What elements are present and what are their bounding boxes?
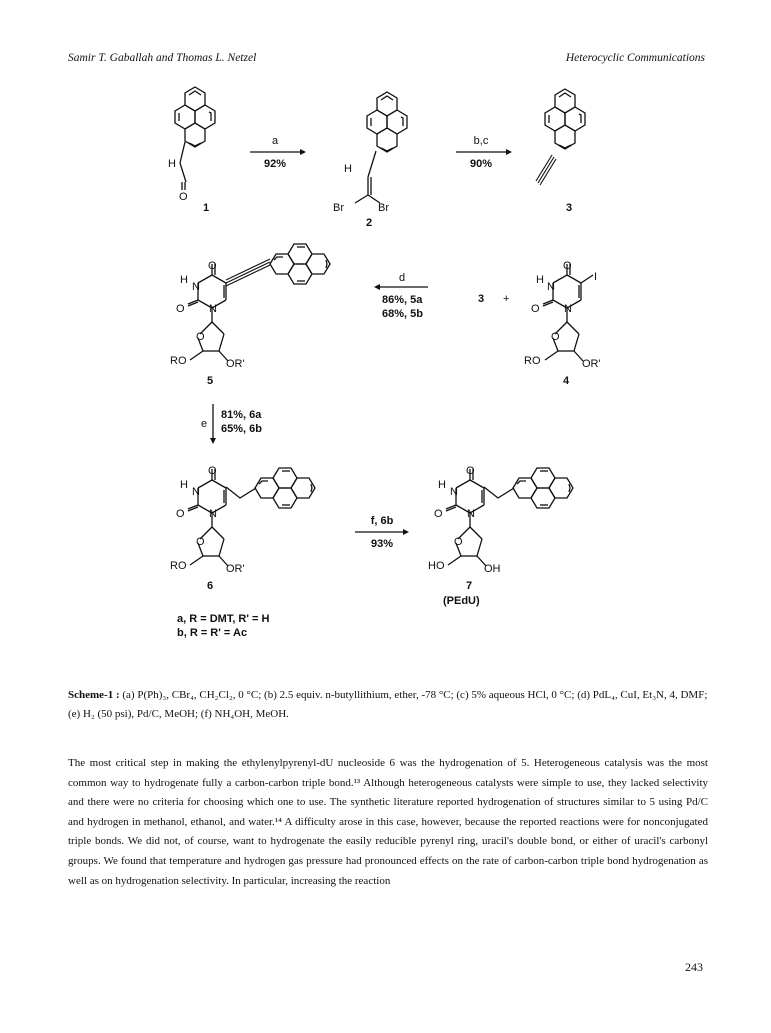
svg-text:RO: RO <box>170 355 187 367</box>
svg-text:HO: HO <box>428 560 445 572</box>
arrow-bc-yield: 90% <box>469 158 493 170</box>
svg-text:N: N <box>450 486 458 498</box>
arrow-a-yield: 92% <box>263 158 287 170</box>
svg-text:Br: Br <box>333 202 344 214</box>
compound-label-3: 3 <box>566 202 573 214</box>
svg-text:O: O <box>466 465 475 477</box>
running-header-journal: Heterocyclic Communications <box>565 52 705 64</box>
arrow-f-yield: 93% <box>370 538 394 550</box>
svg-text:N: N <box>192 281 200 293</box>
running-header-authors: Samir T. Gaballah and Thomas L. Netzel <box>68 52 257 64</box>
svg-text:O: O <box>551 331 560 343</box>
svg-text:O: O <box>179 191 188 203</box>
svg-text:O: O <box>176 303 185 315</box>
legend-b: b, R = R' = Ac <box>177 627 248 639</box>
arrow-e-label: e <box>201 418 208 430</box>
scheme-caption <box>68 686 708 724</box>
svg-text:OH: OH <box>484 563 501 575</box>
compound-label-7: 7 <box>466 580 473 592</box>
svg-text:N: N <box>467 508 475 520</box>
arrow-a-label: a <box>271 135 279 147</box>
svg-text:I: I <box>594 271 598 283</box>
svg-text:H: H <box>438 479 446 491</box>
svg-text:OR': OR' <box>226 358 245 370</box>
svg-text:N: N <box>209 508 217 520</box>
svg-text:O: O <box>196 331 205 343</box>
svg-text:O: O <box>563 260 572 272</box>
arrow-e-yield-2: 65%, 6b <box>221 423 262 435</box>
compound-label-5: 5 <box>207 375 214 387</box>
arrow-d-yield-1: 86%, 5a <box>382 294 423 306</box>
svg-text:O: O <box>176 508 185 520</box>
compound-label-4: 4 <box>563 375 570 387</box>
compound-label-6: 6 <box>207 580 214 592</box>
legend-a: a, R = DMT, R' = H <box>177 613 270 625</box>
compound-name-pedu: (PEdU) <box>443 595 480 607</box>
page-number: 243 <box>685 960 703 974</box>
svg-text:O: O <box>208 260 217 272</box>
svg-text:OR': OR' <box>582 358 601 370</box>
svg-text:RO: RO <box>170 560 187 572</box>
svg-text:RO: RO <box>524 355 541 367</box>
compound-label-2: 2 <box>366 217 373 229</box>
svg-text:H: H <box>180 479 188 491</box>
caption-text: (a) P(Ph)₃, CBr₄, CH₂Cl₂, 0 °C; (b) 2.5 equiv. n-butyllithium, ether, -78 °C; (c) 5% aqueous HCl, 0 °C; (d) PdL₄, CuI, Et₃N, 4, DMF; (e) H₂ (50 psi), Pd/C, MeOH; (f) NH₄OH, MeOH. <box>68 689 708 720</box>
svg-text:N: N <box>547 281 555 293</box>
arrow-bc-label: b,c <box>473 135 489 147</box>
svg-text:O: O <box>531 303 540 315</box>
svg-text:N: N <box>564 303 572 315</box>
arrow-d-label: d <box>398 272 406 284</box>
svg-text:OR': OR' <box>226 563 245 575</box>
svg-text:O: O <box>208 465 217 477</box>
svg-text:N: N <box>192 486 200 498</box>
svg-text:O: O <box>196 536 205 548</box>
svg-text:O: O <box>434 508 443 520</box>
arrow-e-yield-1: 81%, 6a <box>221 409 262 421</box>
svg-text:H: H <box>344 163 352 175</box>
body-paragraph: The most critical step in making the ethylenylpyrenyl-dU nucleoside 6 was the hydrogenation of 5. Heterogeneous catalysis was the most common way to hydrogenate fully a carbon-carbon triple bond.¹³ Although heterogeneous catalysts were simple to use, they lacked selectivity and there were no criteria for choosing which one to use. The synthetic literature reported hydrogenation of structures similar to 5 using Pd/C and hydrogen in methanol, ethanol, and water.¹⁴ A difficulty arose in this case, however, because the reported reactions were for nonconjugated triple bonds. We did not, of course, want to hydrogenate the easily reducible pyrenyl ring, uracil's double bond, or either of uracil's carbonyl groups. We found that temperature and hydrogen gas pressure had pronounced effects on the rate of carbon-carbon triple bond hydrogenation as well as on hydrogenation selectivity. In particular, increasing the reaction <box>68 757 708 887</box>
svg-text:H: H <box>168 158 176 170</box>
plus-sign: + <box>503 293 510 305</box>
compound-ref-3: 3 <box>478 293 485 305</box>
arrow-f-label: f, 6b <box>370 515 394 527</box>
svg-text:O: O <box>454 536 463 548</box>
caption-label: Scheme-1 : <box>68 689 120 701</box>
arrow-d-yield-2: 68%, 5b <box>382 308 423 320</box>
svg-text:H: H <box>536 274 544 286</box>
svg-text:N: N <box>209 303 217 315</box>
svg-text:H: H <box>180 274 188 286</box>
compound-label-1: 1 <box>203 202 210 214</box>
svg-text:Br: Br <box>378 202 389 214</box>
